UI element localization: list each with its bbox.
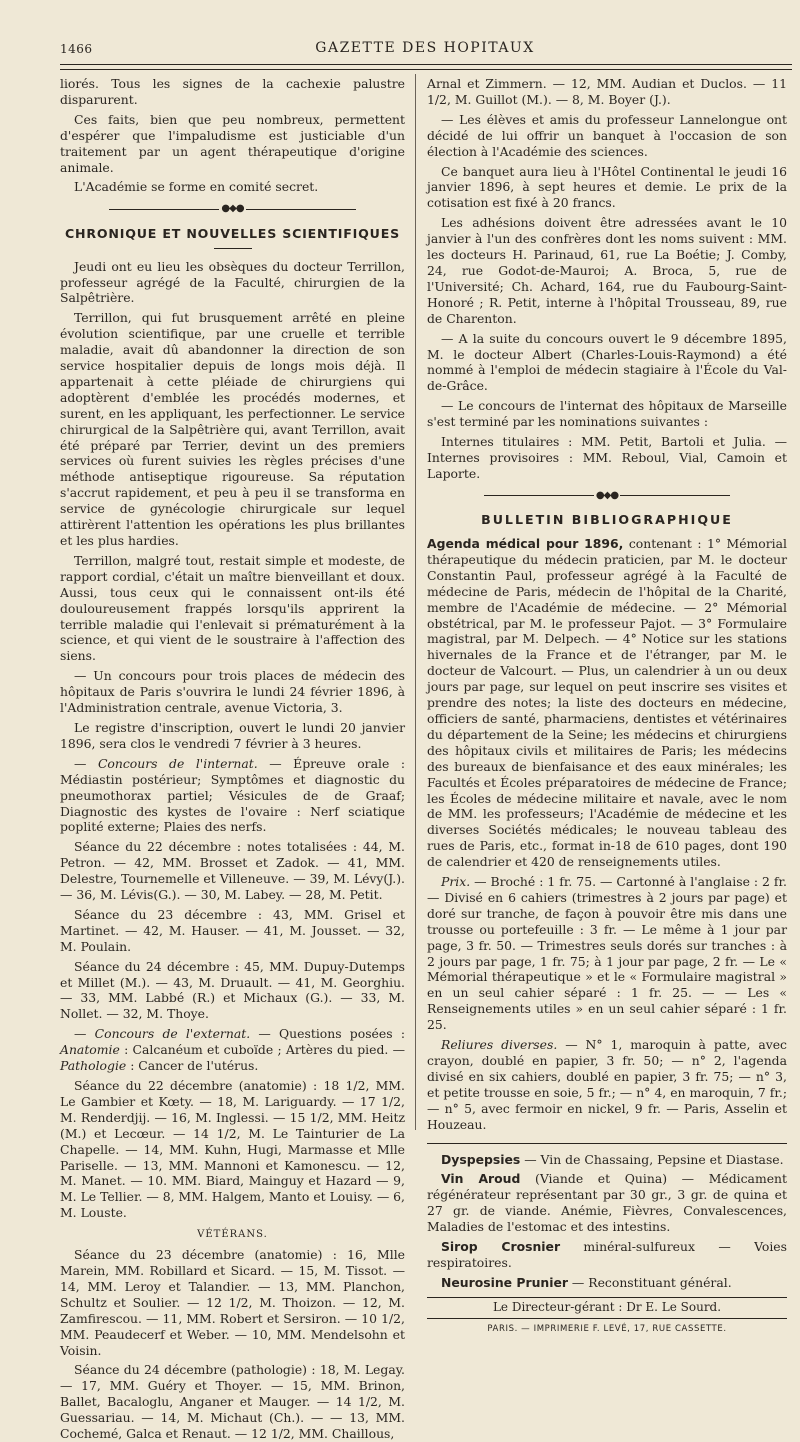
- italic-heading: Concours de l'internat.: [97, 755, 258, 771]
- entry-lead: Agenda médical pour 1896,: [427, 536, 624, 552]
- director-signature: Le Directeur-gérant : Dr E. Le Sourd.: [427, 1297, 787, 1319]
- page-number: 1466: [60, 42, 93, 56]
- paragraph: — Concours de l'internat. — Épreuve orale : Médiastin postérieur; Symptômes et diagnostic du pneumothorax partiel; Vésicules de de Graaf; Diagnostic des kystes de l'ovaire : Nerf sciatique poplité externe; Plaies des nerfs.: [60, 755, 405, 835]
- paragraph: Ce banquet aura lieu à l'Hôtel Continental le jeudi 16 janvier 1896, à sept heures et demie. Le prix de la cotisation est fixé à 20 francs.: [427, 163, 787, 211]
- section-title-bulletin: BULLETIN BIBLIOGRAPHIQUE: [481, 512, 733, 528]
- paragraph: — Concours de l'externat. — Questions posées : Anatomie : Calcanéum et cuboïde ; Artères du pied. — Pathologie : Cancer de l'utérus.: [60, 1026, 405, 1074]
- paragraph: Séance du 23 décembre : 43, MM. Grisel et Martinet. — 42, M. Hauser. — 41, M. Jousset. — 32, M. Poulain.: [60, 906, 405, 954]
- paragraph: — Les élèves et amis du professeur Lannelongue ont décidé de lui offrir un banquet à l'occasion de son élection à l'Académie des sciences.: [427, 111, 787, 159]
- paragraph: Internes titulaires : MM. Petit, Bartoli et Julia. — Internes provisoires : MM. Reboul, Vial, Camoin et Laporte.: [427, 434, 787, 481]
- ad-line: Sirop Crosnier minéral-sulfureux — Voies respiratoires.: [427, 1239, 787, 1270]
- paragraph: Ces faits, bien que peu nombreux, permettent d'espérer que l'impaludisme est justiciable d'un traitement par un agent thérapeutique d'origine animale.: [60, 111, 405, 175]
- paragraph: Séance du 22 décembre : notes totalisées : 44, M. Petron. — 42, MM. Brosset et Zadok. — 41, MM. Delestre, Tournemelle et Villeneuve. — 39, M. Lévy(J.). — 36, M. Lévis(G.). — 30, M. Labey. — 28, M. Petit.: [60, 839, 405, 903]
- header-rule: [60, 64, 792, 70]
- left-column: [60, 76, 405, 1442]
- ornament-divider: ●◆●: [427, 488, 787, 504]
- paragraph: Le registre d'inscription, ouvert le lundi 20 janvier 1896, sera clos le vendredi 7 février à 3 heures.: [60, 719, 405, 751]
- right-column: [427, 76, 788, 1334]
- paragraph: — Un concours pour trois places de médecin des hôpitaux de Paris s'ouvrira le lundi 24 février 1896, à l'Administration centrale, avenue Victoria, 3.: [60, 668, 405, 716]
- bibliography-entry: Reliures diverses. — N° 1, maroquin à patte, avec crayon, doublé en papier, 3 fr. 50; — n° 2, l'agenda divisé en six cahiers, doublé en papier, 3 fr. 75; — n° 3, et petite trousse en soie, 5 fr.; — n° 4, en maroquin, 7 fr.; — n° 5, avec fermoir en nickel, 9 fr. — Paris, Asselin et Houzeau.: [427, 1037, 788, 1132]
- paragraph: liorés. Tous les signes de la cachexie palustre disparurent.: [60, 76, 405, 107]
- short-rule: [214, 248, 252, 249]
- ad-line: Neurosine Prunier — Reconstituant général.: [441, 1274, 732, 1290]
- paragraph: Jeudi ont eu lieu les obsèques du docteur Terrillon, professeur agrégé de la Faculté, chirurgien de la Salpêtrière.: [60, 258, 405, 306]
- page-header: [60, 40, 790, 64]
- paragraph: Séance du 22 décembre (anatomie) : 18 1/2, MM. Le Gambier et Kœty. — 18, M. Lariguardy. — 17 1/2, M. Renderdjij. — 16, M. Inglessi. — 15 1/2, MM. Heitz (M.) et Lecœur. — 14 1/2, M. Le Tainturier de La Chapelle. — 14, MM. Kuhn, Hugi, Marmasse et Mlle Pariselle. — 13, MM. Mannoni et Kamonescu. — 12, M. Manet. — 10. MM. Biard, Mainguy et Hazard — 9, M. Le Tellier. — 8, MM. Halgem, Manto et Louisy. — 6, M. Louste.: [60, 1078, 405, 1221]
- advertisements: [427, 1143, 787, 1291]
- ornament-divider: ●◆●: [60, 201, 405, 217]
- paragraph: Arnal et Zimmern. — 12, MM. Audian et Duclos. — 11 1/2, M. Guillot (M.). — 8, M. Boyer (J.).: [427, 76, 787, 107]
- paragraph: L'Académie se forme en comité secret.: [74, 179, 319, 195]
- running-title: GAZETTE DES HOPITAUX: [315, 40, 535, 56]
- column-separator: [415, 74, 416, 1130]
- section-title-chronique: CHRONIQUE ET NOUVELLES SCIENTIFIQUES: [65, 225, 400, 241]
- paragraph: — Le concours de l'internat des hôpitaux de Marseille s'est terminé par les nominations suivantes :: [427, 398, 787, 430]
- ad-line: Vin Aroud (Viande et Quina) — Médicament régénérateur représentant par 30 gr., 3 gr. de quina et 27 gr. de viande. Anémie, Fièvres, Convalescences, Maladies de l'estomac et des intestins.: [427, 1171, 787, 1235]
- paragraph: Séance du 23 décembre (anatomie) : 16, Mlle Marein, MM. Robillard et Sicard. — 15, M. Tissot. — 14, MM. Leroy et Talandier. — 13, MM. Planchon, Schultz et Soulier. — 12 1/2, M. Thoizon. — 12, M. Zamfirescou. — 11, MM. Robert et Sersiron. — 10 1/2, MM. Peaudecerf et Weber. — 10, MM. Mendelsohn et Voisin.: [60, 1247, 405, 1358]
- paragraph: Terrillon, qui fut brusquement arrêté en pleine évolution scientifique, par une cruelle et terrible maladie, avait dû abandonner la direction de son service hospitalier depuis de longs mois déjà. Il appartenait à cette pléiade de chirurgiens qui adoptèrent d'emblée les procédés modernes, et surent, en les appliquant, les perfectionner. Le service chirurgical de la Salpêtrière qui, avant Terrillon, avait été préparé par Terrier, devint un des premiers services où furent suivies les règles précises d'une méthode antiseptique rigoureuse. Sa réputation s'accrut rapidement, et peu à peu il se transforma en service de gynécologie chirurgicale sur lequel attirèrent l'attention les opérations les plus brillantes et les plus hardies.: [60, 310, 405, 549]
- bibliography-entry: Agenda médical pour 1896, contenant : 1° Mémorial thérapeutique du médecin praticien, par M. le docteur Constantin Paul, professeur agrégé à la Faculté de médecine de Paris, médecin de l'hôpital de la Charité, membre de l'Académie de médecine. — 2° Mémorial obstétrical, par M. le professeur Pajot. — 3° Formulaire magistral, par M. Delpech. — 4° Notice sur les stations hivernales de la France et de l'étranger, par M. le docteur de Valcourt. — Plus, un calendrier à un ou deux jours par page, sur lequel on peut inscrire ses visites et prendre des notes; la liste des docteurs en médecine, officiers de santé, pharmaciens, dentistes et vétérinaires du département de la Seine; les médecins et chirurgiens des hôpitaux civils et militaires de Paris; les médecins des bureaux de bienfaisance et des eaux minérales; les Facultés et Écoles préparatoires de médecine de France; les Écoles de médecine militaire et navale, avec le nom de MM. les professeurs; l'Académie de médecine et les diverses Sociétés médicales; le nouveau tableau des rues de Paris, etc., format in-18 de 610 pages, dont 190 de calendrier et 420 de renseignements utiles.: [427, 536, 787, 870]
- paragraph: — A la suite du concours ouvert le 9 décembre 1895, M. le docteur Albert (Charles-Louis-Raymond) a été nommé à l'emploi de médecin stagiaire à l'École du Val-de-Grâce.: [427, 330, 787, 394]
- italic-heading: Concours de l'externat.: [94, 1026, 251, 1042]
- paragraph: Terrillon, malgré tout, restait simple et modeste, de rapport cordial, c'était un maître bienveillant et doux. Aussi, tous ceux qui le connaissent ont-ils été douloureusement frappés lorsqu'ils apprirent la terrible maladie qui l'enlevait si prématurément à la science, et qui vient de le soustraire à l'affection des siens.: [60, 552, 405, 664]
- paragraph: Séance du 24 décembre : 45, MM. Dupuy-Dutemps et Millet (M.). — 43, M. Druault. — 41, M. Georghiu. — 33, MM. Labbé (R.) et Michaux (G.). — 33, M. Nollet. — 32, M. Thoye.: [60, 958, 405, 1022]
- paragraph: Les adhésions doivent être adressées avant le 10 janvier à l'un des confrères dont les noms suivent : MM. les docteurs H. Parinaud, 61, rue La Boétie; J. Comby, 24, rue Godot-de-Mauroi; A. Broca, 5, rue de l'Université; Ch. Achard, 164, rue du Faubourg-Saint-Honoré ; R. Petit, interne à l'hôpital Trousseau, 89, rue de Charenton.: [427, 215, 787, 326]
- bibliography-entry: Prix. — Broché : 1 fr. 75. — Cartonné à l'anglaise : 2 fr. — Divisé en 6 cahiers (trimestres à 2 jours par page) et doré sur tranche, de façon à pouvoir être mis dans une trousse ou portefeuille : 3 fr. — Le même à 1 jour par page, 3 fr. 50. — Trimestres seuls dorés sur tranches : à 2 jours par page, 1 fr. 75; à 1 jour par page, 2 fr. — Le « Mémorial thérapeutique » et le « Formulaire magistral » en un seul cahier séparé : 1 fr. 25. — — Les « Renseignements utiles » en un seul cahier séparé : 1 fr. 25.: [427, 874, 787, 1033]
- subheading-veterans: VÉTÉRANS.: [197, 1229, 268, 1241]
- printer-imprint: PARIS. — IMPRIMERIE F. LEVÉ, 17, RUE CASSETTE.: [487, 1323, 727, 1334]
- ad-line: Dyspepsies — Vin de Chassaing, Pepsine et Diastase.: [441, 1151, 784, 1167]
- paragraph: Séance du 24 décembre (pathologie) : 18, M. Legay. — 17, MM. Guéry et Thoyer. — 15, MM. Brinon, Ballet, Bacaloglu, Anganer et Mauger. — 14 1/2, M. Guessariau. — 14, M. Michaut (Ch.). — — 13, MM. Cochemé, Galca et Renaut. — 12 1/2, MM. Chaillous,: [60, 1362, 405, 1442]
